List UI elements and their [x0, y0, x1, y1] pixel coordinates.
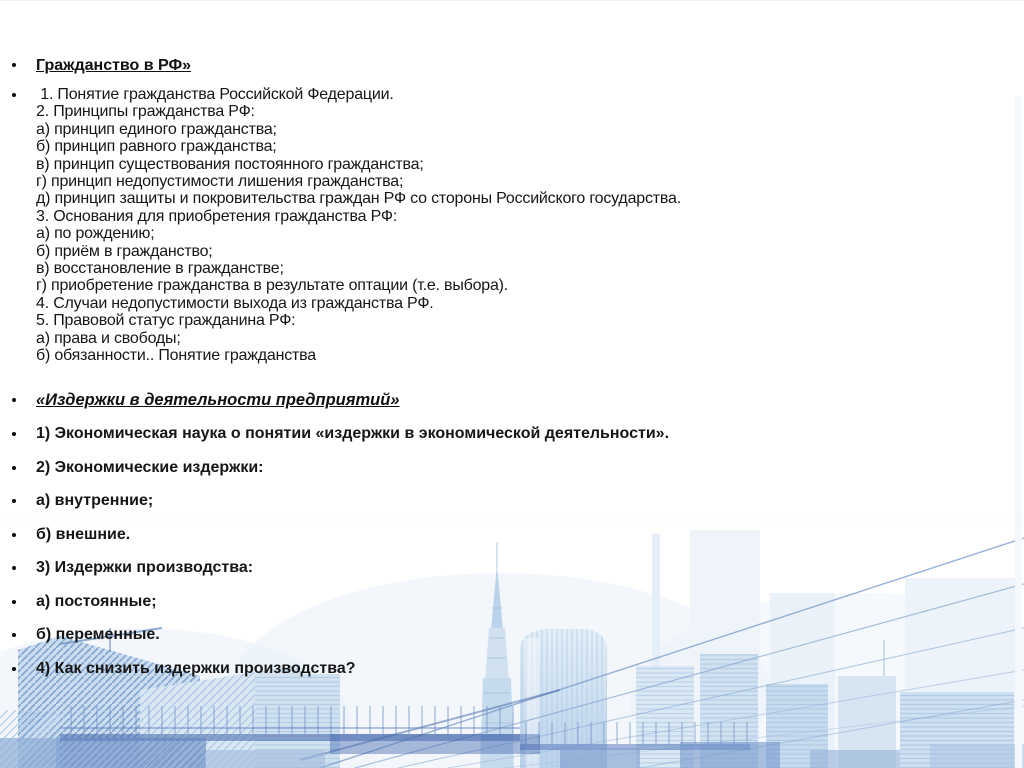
bridge-hangers	[60, 706, 520, 734]
section2-item: а) постоянные;	[36, 592, 157, 610]
outline-line: б) приём в гражданство;	[36, 242, 213, 260]
section1-outline-row	[0, 86, 1024, 365]
outline-line: б) обязанности.. Понятие гражданства	[36, 347, 316, 365]
bullet-icon	[12, 499, 16, 503]
bullet-icon	[12, 398, 16, 402]
bullet-icon	[12, 600, 16, 604]
bullet-icon	[12, 466, 16, 470]
section1-heading: Гражданство в РФ»	[36, 57, 192, 74]
outline-line: 3. Основания для приобретения гражданства РФ:	[36, 207, 398, 225]
outline-line: 5. Правовой статус гражданина РФ:	[36, 312, 296, 330]
bullet-icon	[12, 633, 16, 637]
bullet-icon	[12, 566, 16, 570]
section2-item: 1) Экономическая наука о понятии «издержки в экономической деятельности».	[36, 425, 670, 442]
girder-stripes	[56, 738, 206, 768]
section2-item-row	[0, 625, 1024, 645]
section2-item-row	[0, 458, 1024, 478]
section2-item-row	[0, 592, 1024, 612]
outline-line: б) принцип равного гражданства;	[36, 138, 277, 156]
section2-item: б) внешние.	[36, 525, 131, 543]
outline-line: а) права и свободы;	[36, 329, 181, 347]
slide-text-block	[0, 55, 1024, 679]
section2-item-row	[0, 558, 1024, 578]
outline-line: 2. Принципы гражданства РФ:	[36, 103, 255, 121]
section1-heading-row	[0, 55, 1024, 76]
bridge-hangers	[520, 722, 750, 744]
outline-line: д) принцип защиты и покровительства граждан РФ со стороны Российского государства.	[36, 190, 681, 208]
outline-line: а) по рождению;	[36, 225, 155, 243]
outline-line: 1. Понятие гражданства Российской Федерации.	[36, 86, 394, 103]
bullet-icon	[12, 432, 16, 436]
outline-line: а) принцип единого гражданства;	[36, 120, 277, 138]
bullet-icon	[12, 667, 16, 671]
bullet-icon	[12, 533, 16, 537]
section2-item-row	[0, 525, 1024, 545]
outline-line: в) восстановление в гражданстве;	[36, 260, 284, 278]
outline-line: 4. Случаи недопустимости выхода из гражданства РФ.	[36, 294, 434, 312]
section2-heading: «Издержки в деятельности предприятий»	[36, 390, 400, 409]
section2-item: 4) Как снизить издержки производства?	[36, 659, 356, 677]
section2-item: б) переменные.	[36, 626, 160, 643]
outline-line: в) принцип существования постоянного гражданства;	[36, 155, 424, 173]
bullet-icon	[12, 93, 16, 97]
outline-line: г) принцип недопустимости лишения гражданства;	[36, 173, 404, 191]
section1-outline	[36, 86, 681, 365]
section2-item-row	[0, 491, 1024, 511]
section2-item: 3) Издержки производства:	[36, 559, 254, 576]
section2-item: 2) Экономические издержки:	[36, 458, 264, 476]
bullet-icon	[12, 63, 16, 67]
section2-item-row	[0, 424, 1024, 444]
outline-line: г) приобретение гражданства в результате оптации (т.е. выбора).	[36, 277, 509, 295]
section2-item: а) внутренние;	[36, 492, 154, 509]
section2-item-row	[0, 659, 1024, 679]
section2-heading-row	[0, 390, 1024, 411]
